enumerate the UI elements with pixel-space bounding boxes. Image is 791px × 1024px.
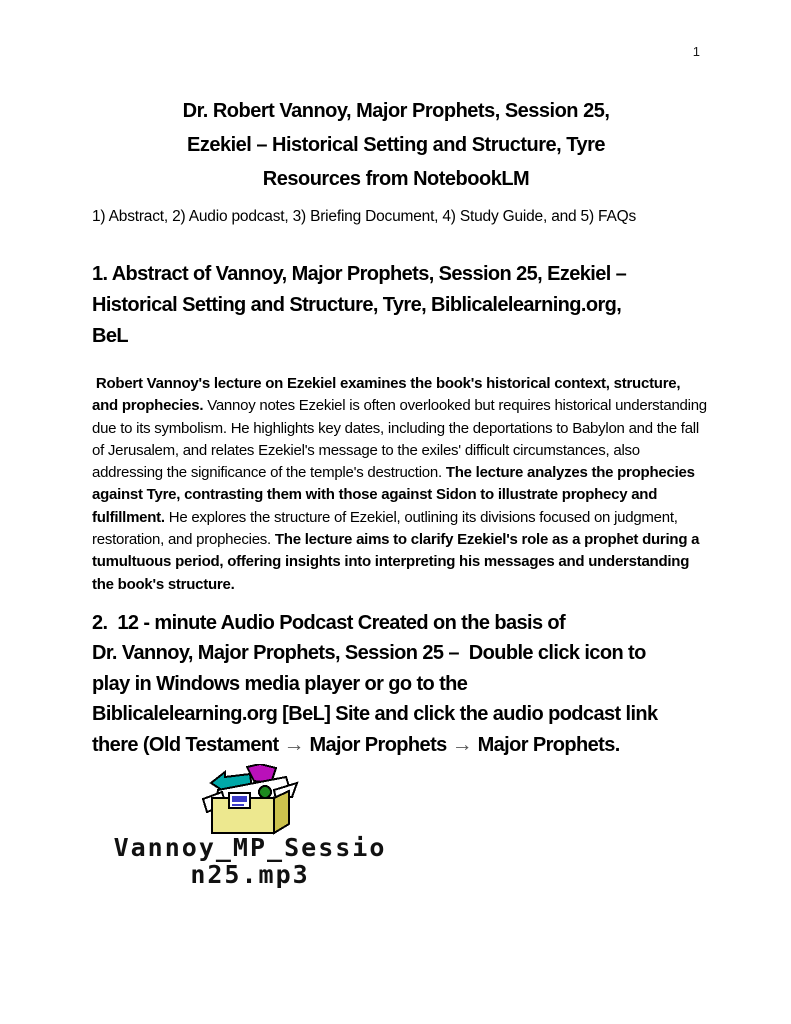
abstract-paragraph xyxy=(92,373,710,596)
media-filename-label[interactable] xyxy=(92,834,408,888)
text-line: Historical Setting and Structure, Tyre, Biblicalelearning.org, xyxy=(92,294,622,316)
heading-line xyxy=(92,608,700,639)
text-segment: Major Prophets. xyxy=(472,733,620,756)
heading-line xyxy=(92,730,700,761)
page-number: 1 xyxy=(692,44,700,59)
text-segment: Biblicalelearning.org [BeL] Site and click the audio podcast link xyxy=(92,703,658,726)
bold-text-segment: The lecture analyzes the prophecies against Tyre, contrasting them with those against Sidon to illustrate prophecy and fulfillment. xyxy=(92,464,699,526)
text-segment: He explores the structure of Ezekiel, outlining its divisions focused on judgment, restoration, and prophecies. xyxy=(92,508,682,549)
text-segment: 2. 12 - minute Audio Podcast Created on the basis of xyxy=(92,611,566,634)
text-line: Vannoy_MP_Sessio xyxy=(113,833,387,863)
heading-line xyxy=(92,699,700,730)
section1-heading xyxy=(92,259,700,352)
bold-text-segment: Robert Vannoy's lecture on Ezekiel examines the book's historical context, structure, and prophecies. xyxy=(92,375,685,415)
heading-line xyxy=(92,638,700,669)
right-arrow-icon: → xyxy=(451,732,473,756)
text-segment: Major Prophets xyxy=(304,733,452,756)
box-side-shape xyxy=(274,791,289,833)
media-clip-icon[interactable] xyxy=(198,764,302,836)
text-segment: play in Windows media player or go to the xyxy=(92,672,468,695)
blue-item-line xyxy=(232,804,244,806)
section2-heading xyxy=(92,608,700,761)
right-arrow-icon: → xyxy=(283,732,305,756)
blue-item-shape xyxy=(232,796,247,802)
resources-list-subtitle: 1) Abstract, 2) Audio podcast, 3) Briefing Document, 4) Study Guide, and 5) FAQs xyxy=(92,208,637,225)
green-ball-shape xyxy=(259,786,271,798)
heading-line xyxy=(92,669,700,700)
embedded-audio-object[interactable] xyxy=(92,764,700,888)
text-line: 1. Abstract of Vannoy, Major Prophets, Session 25, Ezekiel – xyxy=(92,263,627,285)
text-segment: Vannoy notes Ezekiel is often overlooked but requires historical understanding due to its symbolism. He highlights key dates, including the deportations to Babylon and the fall of Jerusalem, and relates Ezekiel's message to the exiles' difficult circumstances, also addressing the significance of the temple's destruction. xyxy=(92,397,711,482)
bold-text-segment: The lecture aims to clarify Ezekiel's role as a prophet during a tumultuous period, offering insights into interpreting his messages and understanding the book's structure. xyxy=(92,531,704,593)
text-line: Ezekiel – Historical Setting and Structure, Tyre xyxy=(187,134,605,156)
document-title xyxy=(92,94,700,196)
text-line: Resources from NotebookLM xyxy=(262,168,530,190)
text-segment: there (Old Testament xyxy=(92,733,284,756)
text-line: Dr. Robert Vannoy, Major Prophets, Session 25, xyxy=(182,100,610,122)
text-segment: Dr. Vannoy, Major Prophets, Session 25 – Double click icon to xyxy=(92,642,646,665)
text-line: BeL xyxy=(92,325,128,347)
text-line: n25.mp3 xyxy=(190,860,310,890)
